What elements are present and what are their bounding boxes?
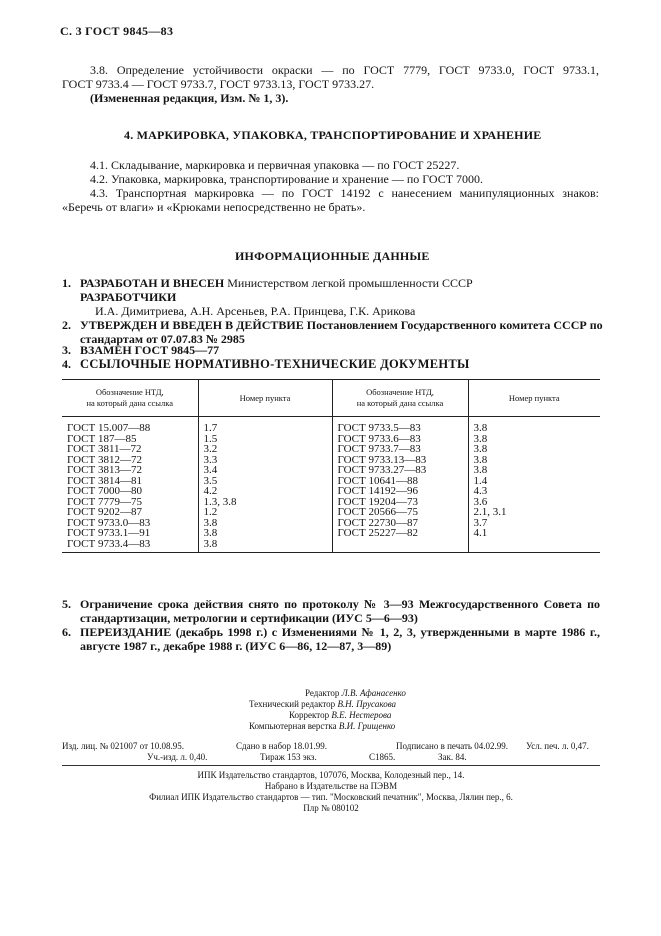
ref-item-cell: 3.8 xyxy=(473,422,488,434)
ref-item-cell: 3.2 xyxy=(198,444,332,455)
info-item-6-line2: августе 1987 г., декабре 1988 г. (ИУС 6—86, 12—87, 3—89) xyxy=(80,639,392,653)
print-c-code: С1865. xyxy=(369,752,396,762)
ref-item-cell: 2.1, 3.1 xyxy=(473,506,507,518)
ref-doc-cell: ГОСТ 9733.6—83 xyxy=(332,434,468,445)
ref-item-cell: 3.6 xyxy=(473,495,488,508)
table-row xyxy=(62,434,600,445)
ref-doc-cell: ГОСТ 7779—75 xyxy=(62,497,198,508)
developers-list: И.А. Димитриева, А.Н. Арсеньев, Р.А. Принцева, Г.К. Арикова xyxy=(95,304,416,318)
ref-item-cell xyxy=(468,539,600,553)
col-header-doc: Обозначение НТД, на который дана ссылка xyxy=(332,380,468,417)
col-header-item: Номер пункта xyxy=(198,380,332,417)
table-row xyxy=(62,486,600,497)
table-row xyxy=(62,455,600,466)
ref-doc-cell: ГОСТ 3811—72 xyxy=(62,444,198,455)
info-item-1: 1. РАЗРАБОТАН И ВНЕСЕН Министерством легкой промышленности СССР xyxy=(62,276,473,290)
ref-item-cell: 3.8 xyxy=(473,432,488,445)
table-row xyxy=(62,497,600,508)
ref-item-cell: 4.1 xyxy=(473,527,488,539)
ref-doc-cell: ГОСТ 9733.1—91 xyxy=(62,528,198,539)
item-4-1: 4.1. Складывание, маркировка и первичная упаковка — по ГОСТ 25227. xyxy=(90,158,460,172)
item-3-8-line1: 3.8. Определение устойчивости окраски — по ГОСТ 7779, ГОСТ 9733.0, ГОСТ 9733.1, xyxy=(90,63,599,77)
ref-item-cell: 3.8 xyxy=(198,528,332,539)
info-item-5: 5. Ограничение срока действия снято по протоколу № 3—93 Межгосударственного Совета по xyxy=(62,597,600,611)
ref-doc-cell: ГОСТ 15.007—88 xyxy=(62,417,198,434)
table-row xyxy=(62,539,600,553)
ref-doc-cell: ГОСТ 22730—87 xyxy=(332,518,468,529)
ref-doc-cell: ГОСТ 3813—72 xyxy=(62,465,198,476)
item-4-2: 4.2. Упаковка, маркировка, транспортирование и хранение — по ГОСТ 7000. xyxy=(90,172,484,186)
ref-item-cell: 3.8 xyxy=(198,539,332,553)
info-item-2-line2: стандартам от 07.07.83 № 2985 xyxy=(80,332,245,346)
ref-item-cell: 3.8 xyxy=(198,518,332,529)
ref-doc-cell: ГОСТ 3812—72 xyxy=(62,455,198,466)
imprint-line3: Филиал ИПК Издательство стандартов — тип. "Московский печатник", Москва, Лялин пер., 6. xyxy=(149,792,513,802)
item-3-8-line2: ГОСТ 9733.4 — ГОСТ 9733.7, ГОСТ 9733.13, ГОСТ 9733.27. xyxy=(62,77,375,91)
info-item-4: 4. ССЫЛОЧНЫЕ НОРМАТИВНО-ТЕХНИЧЕСКИЕ ДОКУМЕНТЫ xyxy=(62,357,470,371)
ref-item-cell: 3.3 xyxy=(198,455,332,466)
info-item-6: 6. ПЕРЕИЗДАНИЕ (декабрь 1998 г.) с Изменениями № 1, 2, 3, утвержденными в марте 1986 г., xyxy=(62,625,600,639)
print-typeset: Сдано в набор 18.01.99. xyxy=(236,741,328,751)
imprint-line2: Набрано в Издательстве на ПЭВМ xyxy=(264,781,398,791)
info-item-5-line2: стандартизации, метрологии и сертификации (ИУС 5—6—93) xyxy=(80,611,418,625)
credit-layout: Компьютерная верстка В.И. Грищенко xyxy=(249,721,396,731)
info-item-2: 2. УТВЕРЖДЕН И ВВЕДЕН В ДЕЙСТВИЕ Постановлением Государственного комитета СССР по xyxy=(62,318,603,332)
table-row xyxy=(62,476,600,487)
ref-item-cell: 1.7 xyxy=(198,417,332,434)
ref-doc-cell: ГОСТ 20566—75 xyxy=(332,507,468,518)
divider-line xyxy=(62,765,600,766)
print-pub-sheets: Уч.-изд. л. 0,40. xyxy=(147,752,208,762)
ref-item-cell: 1.3, 3.8 xyxy=(198,497,332,508)
item-4-3-line2: «Беречь от влаги» и «Крюками непосредственно не брать». xyxy=(62,200,366,214)
ref-doc-cell xyxy=(332,539,468,553)
table-row xyxy=(62,465,600,476)
ref-item-cell: 3.7 xyxy=(473,516,488,529)
table-row xyxy=(62,444,600,455)
ref-doc-cell: ГОСТ 7000—80 xyxy=(62,486,198,497)
ref-doc-cell: ГОСТ 19204—73 xyxy=(332,497,468,508)
table-row xyxy=(62,417,600,434)
print-sheets: Усл. печ. л. 0,47. xyxy=(526,741,589,751)
item-4-3-line1: 4.3. Транспортная маркировка — по ГОСТ 14192 с нанесением манипуляционных знаков: xyxy=(90,186,599,200)
ref-doc-cell: ГОСТ 9733.27—83 xyxy=(332,465,468,476)
info-title: ИНФОРМАЦИОННЫЕ ДАННЫЕ xyxy=(235,249,430,263)
print-order: Зак. 84. xyxy=(438,752,467,762)
ref-item-cell: 1.4 xyxy=(473,474,488,487)
ref-item-cell: 3.8 xyxy=(473,443,488,455)
table-row xyxy=(62,507,600,518)
credit-corrector: Корректор В.Е. Нестерова xyxy=(289,710,392,720)
developers-label: РАЗРАБОТЧИКИ xyxy=(80,290,177,304)
revision-note: (Измененная редакция, Изм. № 1, 3). xyxy=(90,91,289,105)
ref-item-cell: 4.3 xyxy=(473,485,488,497)
section4-title: 4. МАРКИРОВКА, УПАКОВКА, ТРАНСПОРТИРОВАНИЕ И ХРАНЕНИЕ xyxy=(124,128,542,142)
ref-doc-cell: ГОСТ 10641—88 xyxy=(332,476,468,487)
col-header-doc: Обозначение НТД, на который дана ссылка xyxy=(62,380,198,417)
ref-item-cell: 3.5 xyxy=(198,476,332,487)
ref-item-cell: 3.4 xyxy=(198,465,332,476)
ref-doc-cell: ГОСТ 3814—81 xyxy=(62,476,198,487)
table-header-row xyxy=(62,380,600,417)
ref-doc-cell: ГОСТ 9733.7—83 xyxy=(332,444,468,455)
ref-doc-cell: ГОСТ 14192—96 xyxy=(332,486,468,497)
page-header: С. 3 ГОСТ 9845—83 xyxy=(60,24,174,38)
info-item-3: 3. ВЗАМЕН ГОСТ 9845—77 xyxy=(62,343,220,357)
col-header-item: Номер пункта xyxy=(468,380,600,417)
credit-tech-editor: Технический редактор В.Н. Прусакова xyxy=(249,699,397,709)
credit-editor: Редактор Л.В. Афанасенко xyxy=(305,688,406,698)
imprint-line1: ИПК Издательство стандартов, 107076, Москва, Колодезный пер., 14. xyxy=(197,770,465,780)
ref-doc-cell: ГОСТ 9733.13—83 xyxy=(332,455,468,466)
ref-item-cell: 4.2 xyxy=(198,486,332,497)
table-body xyxy=(62,417,600,553)
ref-doc-cell: ГОСТ 9733.4—83 xyxy=(62,539,198,553)
ref-doc-cell: ГОСТ 9733.0—83 xyxy=(62,518,198,529)
ref-doc-cell: ГОСТ 9733.5—83 xyxy=(332,417,468,434)
print-license: Изд. лиц. № 021007 от 10.08.95. xyxy=(62,741,184,751)
ref-doc-cell: ГОСТ 25227—82 xyxy=(332,528,468,539)
ntd-reference-table xyxy=(62,379,600,553)
ref-doc-cell: ГОСТ 9202—87 xyxy=(62,507,198,518)
imprint-line4: Плр № 080102 xyxy=(303,803,359,813)
ref-doc-cell: ГОСТ 187—85 xyxy=(62,434,198,445)
table-row xyxy=(62,528,600,539)
print-signed: Подписано в печать 04.02.99. xyxy=(396,741,509,751)
print-circulation: Тираж 153 экз. xyxy=(260,752,317,762)
ref-item-cell: 3.8 xyxy=(473,464,488,476)
ref-item-cell: 1.5 xyxy=(198,434,332,445)
ref-item-cell: 3.8 xyxy=(473,453,488,466)
ref-item-cell: 1.2 xyxy=(198,507,332,518)
